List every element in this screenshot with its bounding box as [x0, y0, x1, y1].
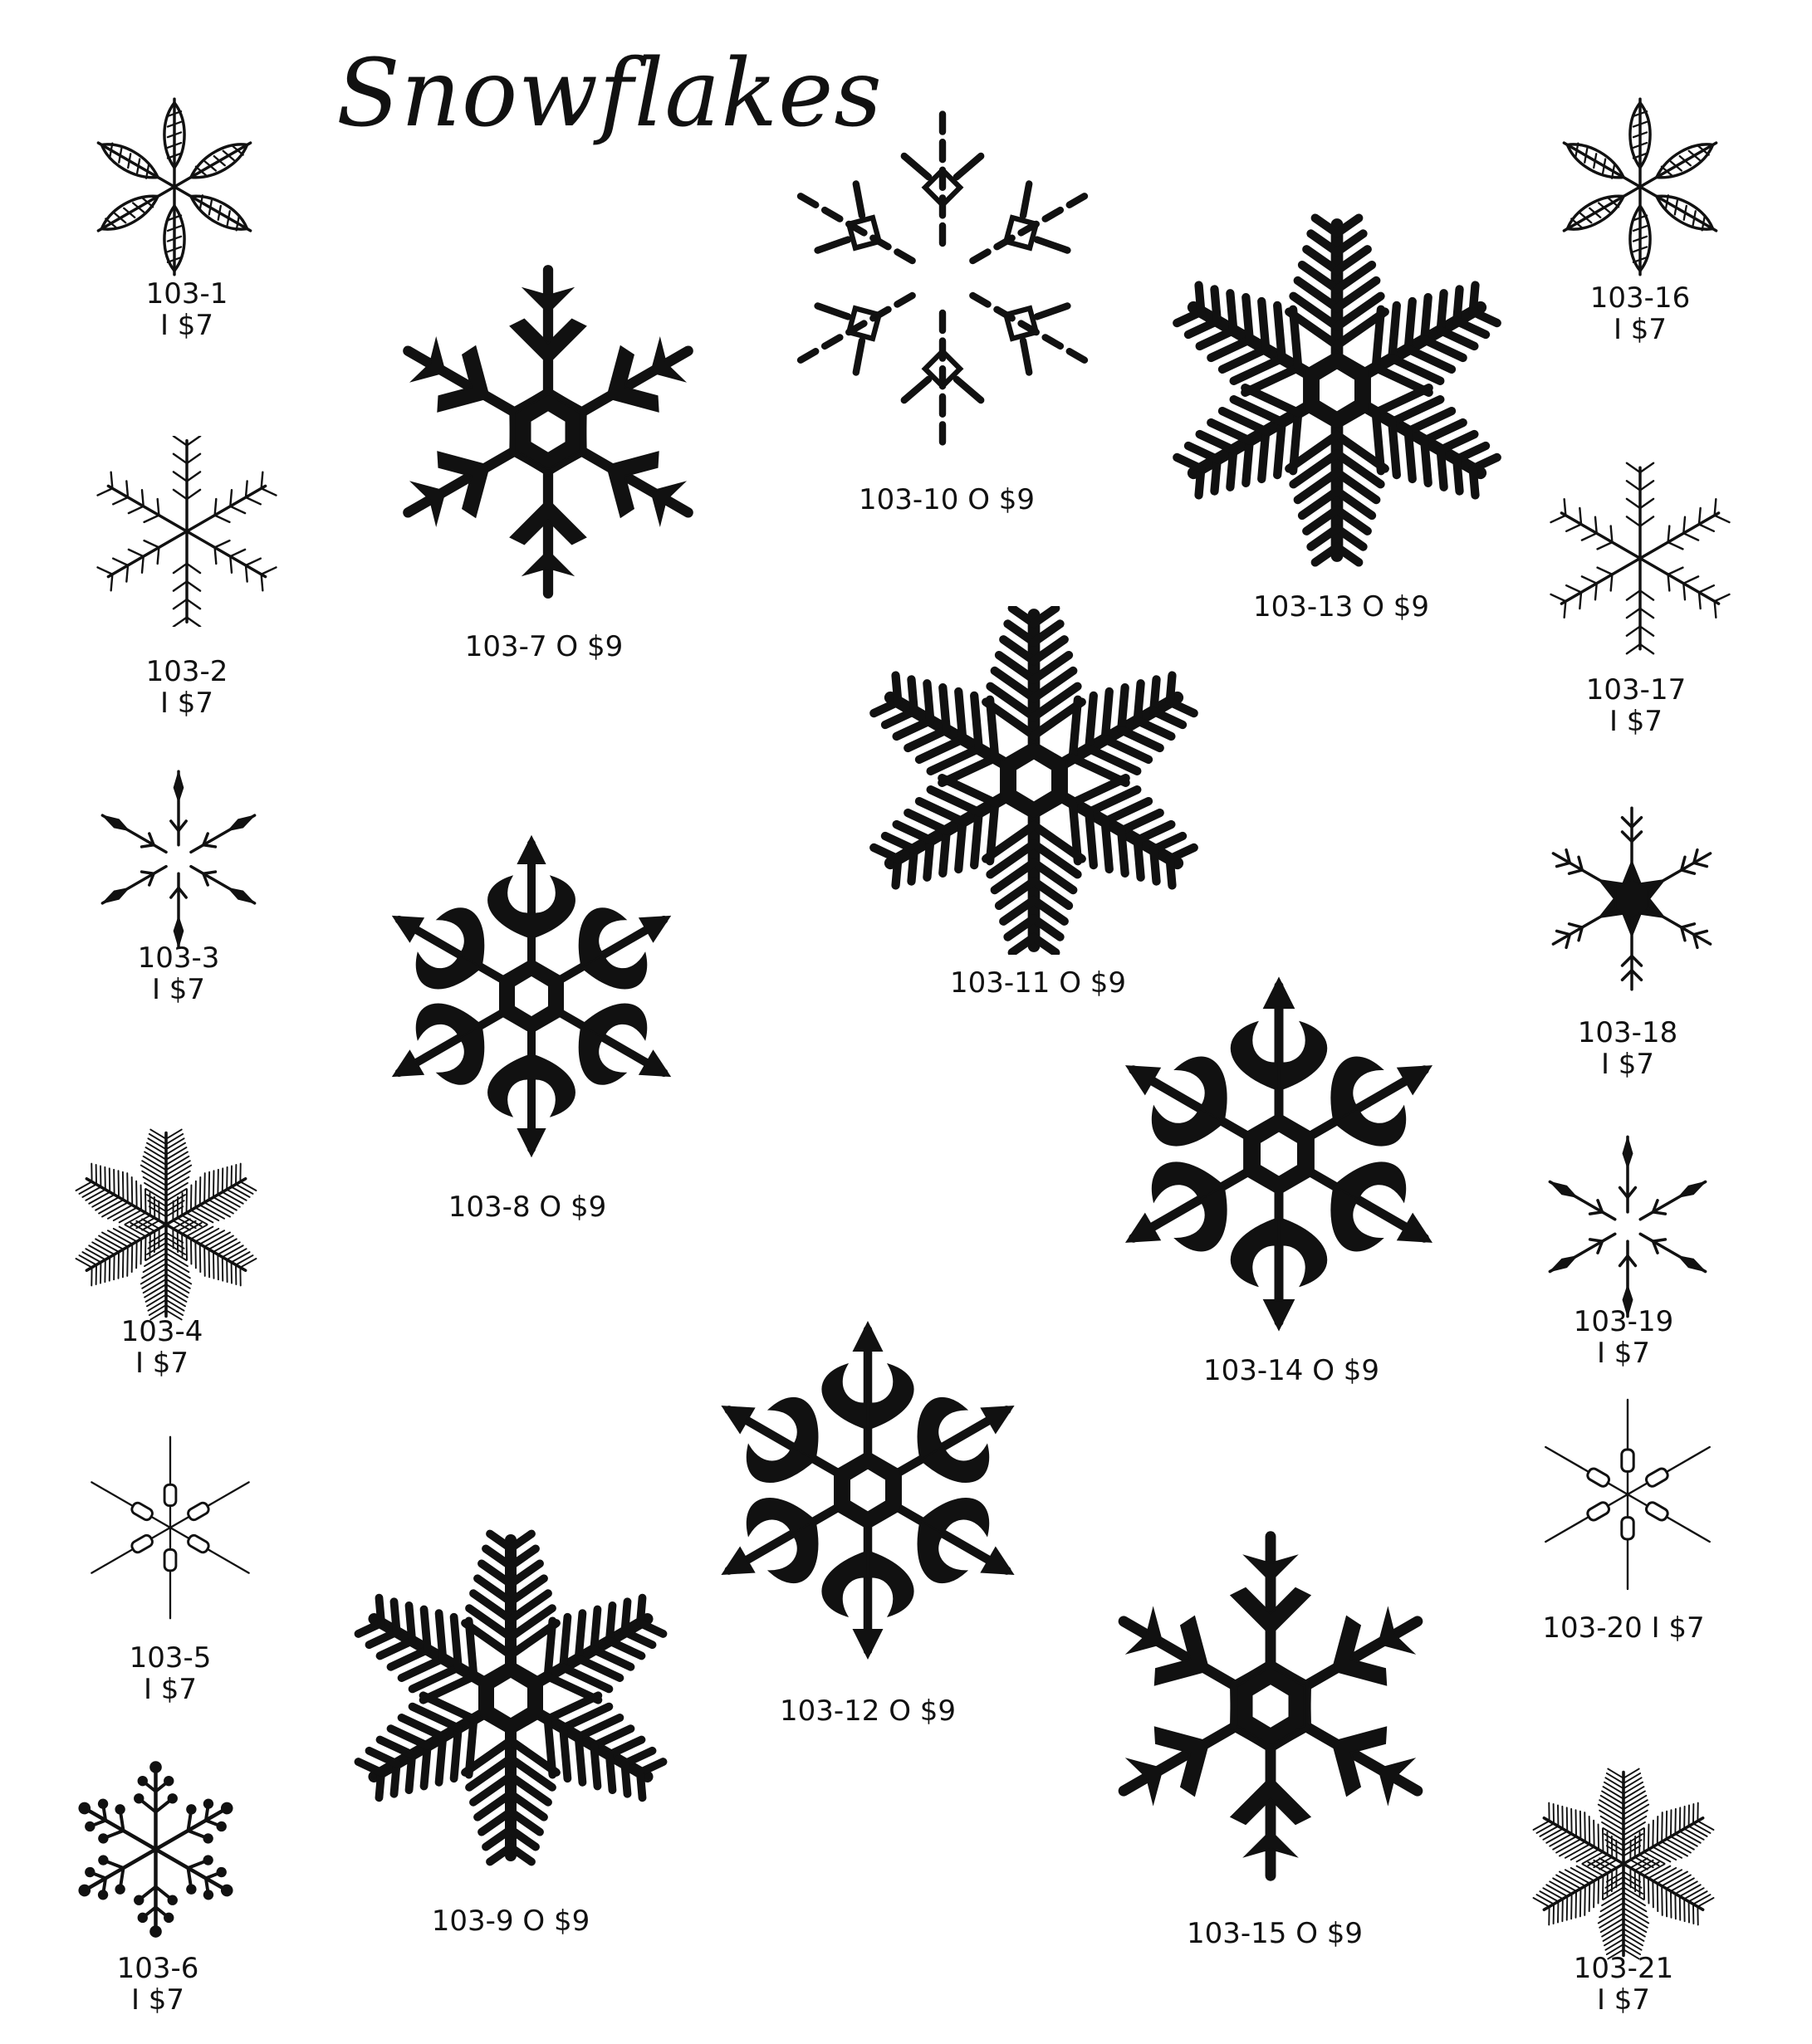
item-label-103-16: [1578, 282, 1702, 345]
item-price: I $7: [1596, 1337, 1651, 1370]
item-label-103-2: [125, 656, 249, 719]
item-label-103-3: [116, 942, 241, 1005]
snowflake-103-17-image: [1545, 448, 1736, 668]
snowflake-103-21-image: [1520, 1764, 1727, 1963]
item-code: 103-20 I $7: [1542, 1611, 1705, 1645]
item-label-103-9: [390, 1905, 631, 1937]
item-price: I $7: [1600, 1048, 1655, 1081]
item-label-103-8: [407, 1191, 648, 1223]
item-label-103-7: [424, 631, 664, 663]
snowflake-103-6-image: [62, 1756, 249, 1943]
item-code: 103-3: [137, 941, 220, 975]
item-code: 103-14 O $9: [1202, 1354, 1380, 1387]
item-code: 103-8 O $9: [448, 1191, 607, 1224]
snowflake-103-4-image: [62, 1125, 270, 1324]
snowflake-103-9-image: [345, 1515, 677, 1880]
item-price: I $7: [159, 687, 214, 720]
snowflake-103-8-image: [365, 818, 698, 1175]
item-label-103-13: [1212, 591, 1470, 623]
item-label-103-4: [100, 1316, 224, 1379]
item-price: I $7: [143, 1673, 198, 1706]
item-code: 103-1: [145, 277, 228, 311]
item-label-103-12: [739, 1695, 997, 1727]
item-code: 103-12 O $9: [779, 1694, 957, 1728]
item-code: 103-7 O $9: [464, 630, 624, 663]
item-code: 103-18: [1577, 1016, 1678, 1049]
snowflake-103-20-image: [1528, 1395, 1727, 1594]
item-price: I $7: [1613, 313, 1668, 346]
snowflake-103-2-image: [91, 436, 282, 627]
item-code: 103-9 O $9: [431, 1905, 590, 1938]
snowflake-103-5-image: [75, 1432, 266, 1623]
item-code: 103-21: [1573, 1952, 1674, 1985]
item-label-103-6: [95, 1953, 220, 2016]
item-label-103-21: [1561, 1953, 1686, 2016]
item-price: I $7: [151, 973, 206, 1006]
item-price: I $7: [159, 309, 214, 342]
snowflake-103-7-image: [378, 245, 718, 619]
item-code: 103-15 O $9: [1186, 1917, 1364, 1950]
item-label-103-1: [125, 278, 249, 341]
snowflake-103-1-image: [66, 91, 282, 282]
snowflake-103-13-image: [1163, 199, 1511, 581]
snowflake-103-19-image: [1524, 1129, 1731, 1324]
snowflake-103-14-image: [1096, 959, 1462, 1349]
item-code: 103-16: [1589, 281, 1691, 315]
item-label-103-17: [1574, 674, 1698, 737]
item-code: 103-17: [1585, 673, 1687, 707]
item-code: 103-19: [1573, 1305, 1674, 1338]
item-price: I $7: [130, 1983, 185, 2017]
snowflake-103-11-image: [859, 606, 1208, 955]
item-code: 103-4: [120, 1315, 203, 1348]
item-label-103-20: [1520, 1612, 1727, 1644]
item-code: 103-13 O $9: [1252, 590, 1430, 623]
item-label-103-11: [909, 967, 1167, 999]
item-label-103-19: [1561, 1306, 1686, 1369]
item-price: I $7: [1596, 1983, 1651, 2017]
item-label-103-14: [1163, 1355, 1420, 1386]
snowflake-103-12-image: [693, 1299, 1042, 1681]
item-code: 103-11 O $9: [949, 966, 1127, 1000]
snowflake-103-16-image: [1545, 91, 1736, 282]
item-label-103-10: [818, 484, 1075, 516]
item-price: I $7: [135, 1347, 189, 1380]
item-label-103-15: [1146, 1918, 1403, 1949]
item-code: 103-6: [116, 1952, 199, 1985]
snowflake-103-15-image: [1092, 1523, 1449, 1889]
item-label-103-5: [108, 1642, 233, 1705]
item-price: I $7: [1609, 705, 1663, 738]
item-code: 103-10 O $9: [858, 483, 1036, 516]
item-code: 103-2: [145, 655, 228, 688]
snowflake-103-10-image: [768, 87, 1117, 469]
snowflake-103-3-image: [83, 764, 274, 955]
item-label-103-18: [1565, 1017, 1690, 1080]
item-code: 103-5: [129, 1641, 212, 1675]
page-title: Snowflakes: [336, 40, 883, 148]
snowflake-103-18-image: [1536, 797, 1727, 1000]
